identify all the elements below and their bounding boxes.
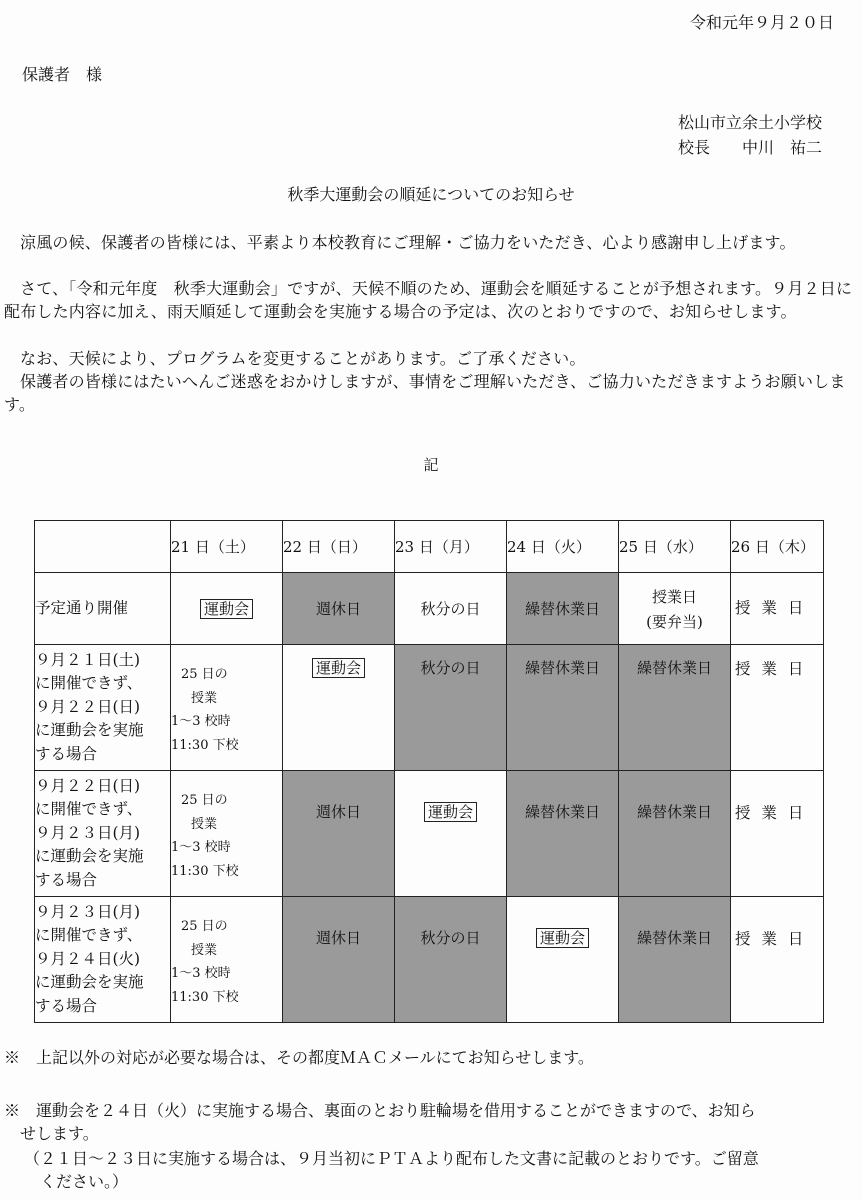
label-line: ９月２２日(日) xyxy=(35,697,141,716)
label-line: ９月２３日(月) xyxy=(35,902,141,921)
corner-cell xyxy=(35,521,171,573)
paragraph-postponement: さて、「令和元年度 秋季大運動会」ですが、天候不順のため、運動会を順延することが予想されます。９月２日に配布した内容に加え、雨天順延して運動会を実施する場合の予定は、次のとおりですので、お知らせします。 xyxy=(4,279,853,321)
label-line: ９月２３日(月) xyxy=(35,823,141,842)
label-line: する場合 xyxy=(35,870,98,889)
row-label xyxy=(35,771,171,897)
sports-day-box: 運動会 xyxy=(536,928,589,948)
document-date: 令和元年９月２０日 xyxy=(689,13,834,32)
cell-substitute-holiday: 繰替休業日 xyxy=(507,573,619,645)
label-line: に運動会を実施 xyxy=(35,721,144,740)
cell-weekly-holiday: 週休日 xyxy=(283,897,395,1023)
sports-day-box: 運動会 xyxy=(312,658,365,678)
label-line: ９月２４日(火) xyxy=(35,949,141,968)
note-line: 授業 xyxy=(191,690,218,706)
header-day-22: 22 日（日） xyxy=(283,521,395,573)
note-line: 25 日の xyxy=(181,667,228,682)
cell-weekly-holiday: 週休日 xyxy=(283,771,395,897)
note-pta-document xyxy=(24,1147,759,1193)
table-row xyxy=(35,897,824,1023)
paragraph-program-change: なお、天候により、プログラムを変更することがあります。ご了承ください。 xyxy=(20,349,586,368)
cell-substitute-holiday: 繰替休業日 xyxy=(619,897,731,1023)
label-line: に開催できず、 xyxy=(35,926,143,945)
cell-sports-day xyxy=(395,771,507,897)
bento-note: (要弁当) xyxy=(646,612,703,631)
principal-name: 校長 中川 祐二 xyxy=(678,138,823,157)
note-line: ※ 運動会を２４日（火）に実施する場合、裏面のとおり駐輪場を借用することができますので、お知ら xyxy=(4,1101,756,1120)
cell-substitute-holiday: 繰替休業日 xyxy=(507,645,619,771)
note-line: 授業 xyxy=(191,942,218,958)
cell-class-day: 授 業 日 xyxy=(731,897,824,1023)
table-row xyxy=(35,645,824,771)
label-line: する場合 xyxy=(35,744,98,763)
label-line: する場合 xyxy=(35,996,98,1015)
cell-sports-day xyxy=(283,645,395,771)
sports-day-box: 運動会 xyxy=(424,802,477,822)
header-day-25: 25 日（水） xyxy=(619,521,731,573)
header-day-24: 24 日（火） xyxy=(507,521,619,573)
cell-substitute-holiday: 繰替休業日 xyxy=(507,771,619,897)
school-name: 松山市立余土小学校 xyxy=(678,113,823,132)
row-label xyxy=(35,645,171,771)
cell-substitute-holiday: 繰替休業日 xyxy=(619,771,731,897)
header-day-21: 21 日（土） xyxy=(171,521,283,573)
cell-class-note xyxy=(171,897,283,1023)
note-line: 1～3 校時 xyxy=(171,714,231,729)
note-line: せします。 xyxy=(4,1124,99,1143)
ki-heading: 記 xyxy=(423,456,439,474)
note-line: （２１日～２３日に実施する場合は、９月当初にＰＴＡより配布した文書に記載のとおりです。ご留意 xyxy=(24,1149,759,1168)
row-label: 予定通り開催 xyxy=(35,573,171,645)
cell-autumn-equinox: 秋分の日 xyxy=(395,897,507,1023)
note-line: 11:30 下校 xyxy=(171,737,239,753)
note-bicycle-parking xyxy=(4,1099,756,1145)
sports-day-box: 運動会 xyxy=(200,599,253,619)
cell-class-day: 授 業 日 xyxy=(731,771,824,897)
note-line: ください。） xyxy=(24,1172,129,1191)
label-line: ９月２２日(日) xyxy=(35,776,141,795)
note-line: 授業 xyxy=(191,816,218,832)
note-mac-mail: ※ 上記以外の対応が必要な場合は、その都度ＭＡＣメールにてお知らせします。 xyxy=(4,1048,594,1067)
note-line: 25 日の xyxy=(181,919,228,934)
note-line: 1～3 校時 xyxy=(171,966,231,981)
cell-substitute-holiday: 繰替休業日 xyxy=(619,645,731,771)
schedule-table xyxy=(34,520,824,1023)
document-title: 秋季大運動会の順延についてのお知らせ xyxy=(287,185,575,204)
cell-sports-day xyxy=(507,897,619,1023)
cell-class-note xyxy=(171,645,283,771)
cell-class-day-bento xyxy=(619,573,731,645)
note-line: 1～3 校時 xyxy=(171,840,231,855)
row-label xyxy=(35,897,171,1023)
cell-class-note xyxy=(171,771,283,897)
cell-class-day: 授 業 日 xyxy=(731,573,824,645)
cell-weekly-holiday: 週休日 xyxy=(283,573,395,645)
table-row xyxy=(35,573,824,645)
class-day-text: 授業日 xyxy=(651,587,697,606)
note-line: 11:30 下校 xyxy=(171,863,239,879)
header-day-26: 26 日（木） xyxy=(731,521,824,573)
cell-autumn-equinox: 秋分の日 xyxy=(395,645,507,771)
header-day-23: 23 日（月） xyxy=(395,521,507,573)
paragraph-greeting: 涼風の候、保護者の皆様には、平素より本校教育にご理解・ご協力をいただき、心より感謝申し上げます。 xyxy=(20,233,796,252)
cell-sports-day xyxy=(171,573,283,645)
label-line: に開催できず、 xyxy=(35,800,143,819)
header-row xyxy=(35,521,824,573)
table-row xyxy=(35,771,824,897)
note-line: 11:30 下校 xyxy=(171,989,239,1005)
note-line: 25 日の xyxy=(181,793,228,808)
label-line: に運動会を実施 xyxy=(35,847,144,866)
addressee: 保護者 様 xyxy=(22,65,103,84)
label-line: に運動会を実施 xyxy=(35,973,144,992)
cell-autumn-equinox: 秋分の日 xyxy=(395,573,507,645)
paragraph-apology: 保護者の皆様にはたいへんご迷惑をおかけしますが、事情をご理解いただき、ご協力いただきますようお願いします。 xyxy=(4,372,846,414)
label-line: ９月２１日(土) xyxy=(35,650,141,669)
label-line: に開催できず、 xyxy=(35,674,143,693)
cell-class-day: 授 業 日 xyxy=(731,645,824,771)
